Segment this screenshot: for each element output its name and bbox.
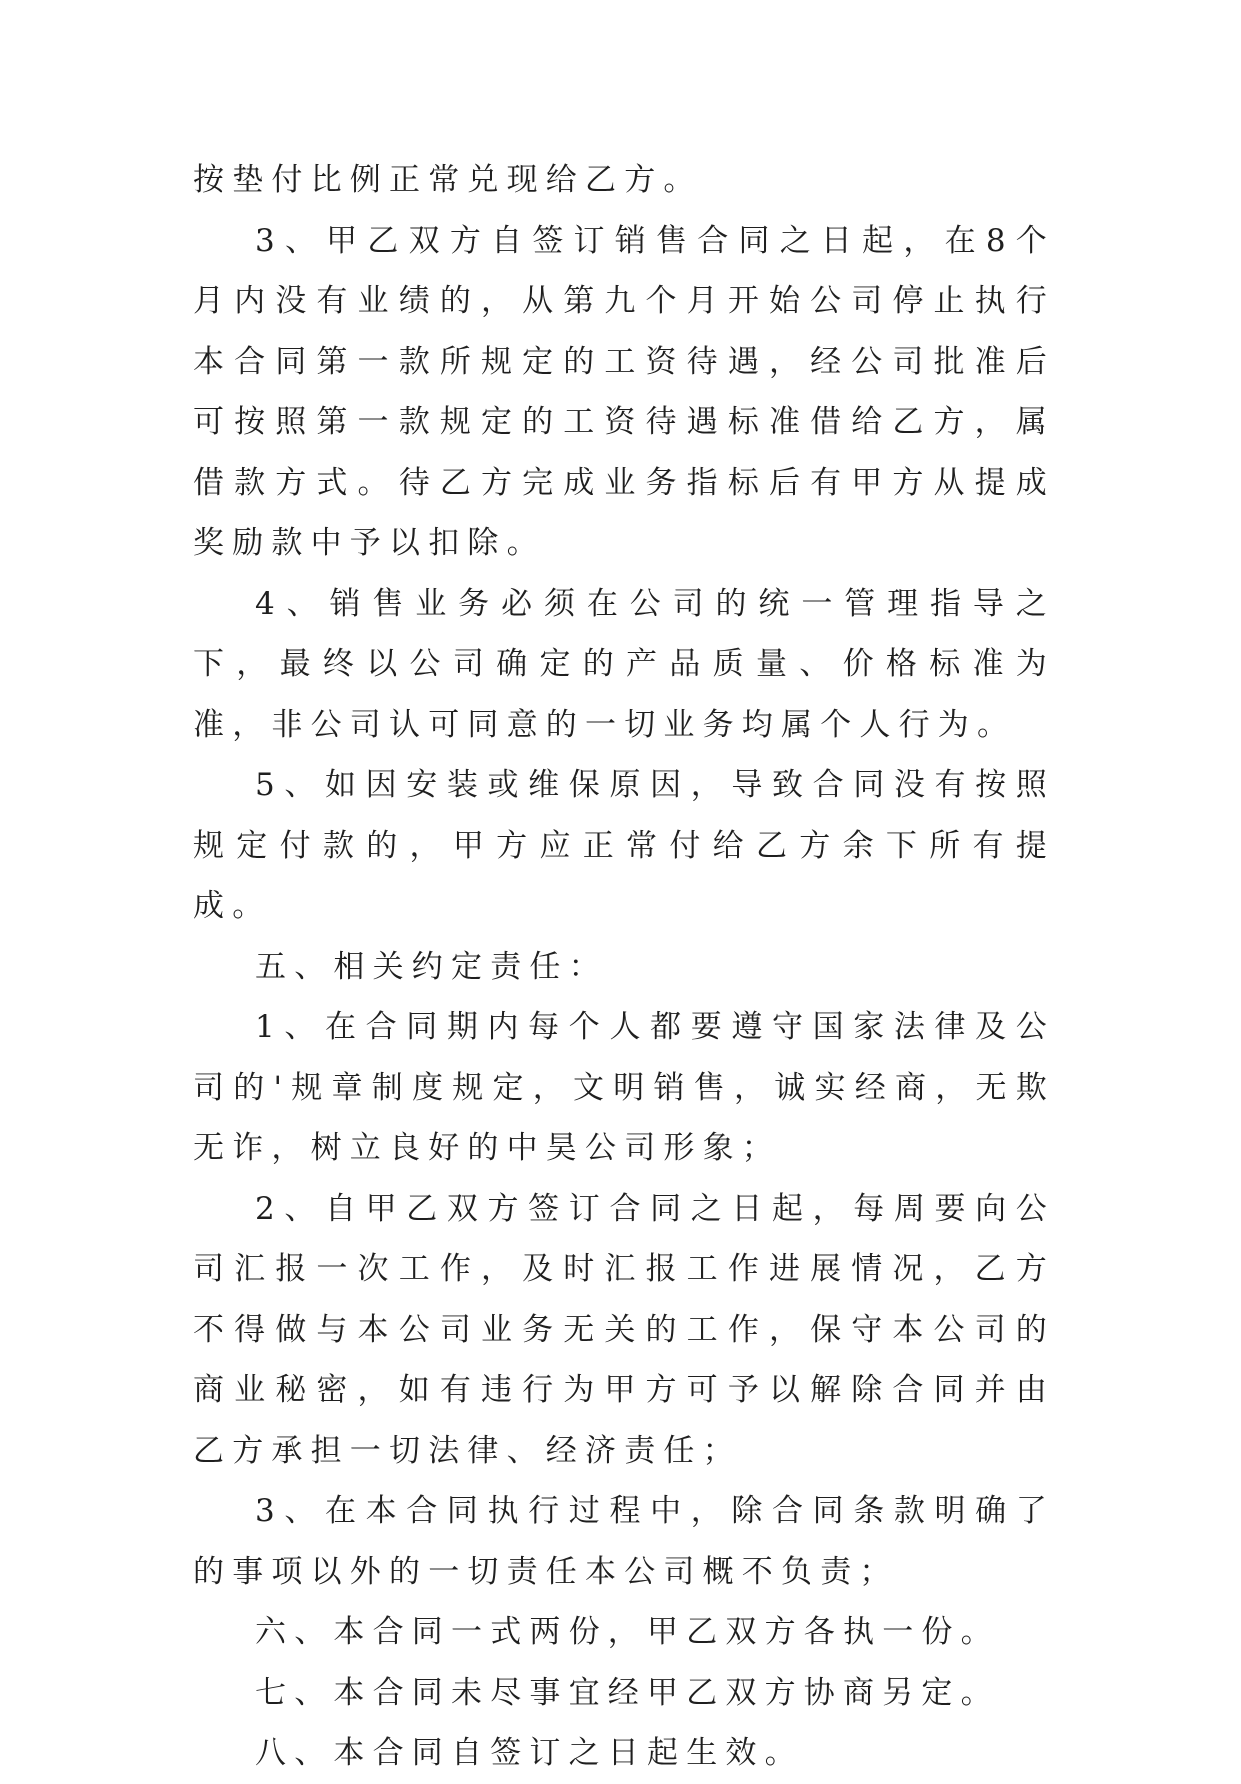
section-7: 七、本合同未尽事宜经甲乙双方协商另定。 [255,1674,1000,1711]
paragraph-clause-4-3: 3、甲乙双方自签订销售合同之日起，在8个月内没有业绩的，从第九个月开始公司停止执行本合同第一款所规定的工资待遇，经公司批准后可按照第一款规定的工资待遇标准借给乙方，属借款方式。待乙方完成业务指标后有甲方从提成奖励款中予以扣除。 [193,222,1055,561]
paragraph-clause-4-4: 4、销售业务必须在公司的统一管理指导之下，最终以公司确定的产品质量、价格标准为准，非公司认可同意的一切业务均属个人行为。 [193,585,1055,743]
paragraph-continuation: 按垫付比例正常兑现给乙方。 [193,162,703,198]
document-body [193,150,1055,1784]
paragraph-clause-5-2: 2、自甲乙双方签订合同之日起，每周要向公司汇报一次工作，及时汇报工作进展情况，乙方不得做与本公司业务无关的工作，保守本公司的商业秘密，如有违行为甲方可予以解除合同并由乙方承担一切法律、经济责任； [193,1190,1055,1469]
section-8: 八、本合同自签订之日起生效。 [255,1735,804,1771]
section-heading-5: 五、相关约定责任： [255,948,608,985]
paragraph-clause-4-5: 5、如因安装或维保原因，导致合同没有按照规定付款的，甲方应正常付给乙方余下所有提成。 [193,767,1055,924]
paragraph-clause-5-1: 1、在合同期内每个人都要遵守国家法律及公司的'规章制度规定，文明销售，诚实经商，无欺无诈，树立良好的中昊公司形象； [193,1009,1055,1166]
section-6: 六、本合同一式两份，甲乙双方各执一份。 [255,1614,1000,1650]
paragraph-clause-5-3: 3、在本合同执行过程中，除合同条款明确了的事项以外的一切责任本公司概不负责； [193,1493,1055,1590]
